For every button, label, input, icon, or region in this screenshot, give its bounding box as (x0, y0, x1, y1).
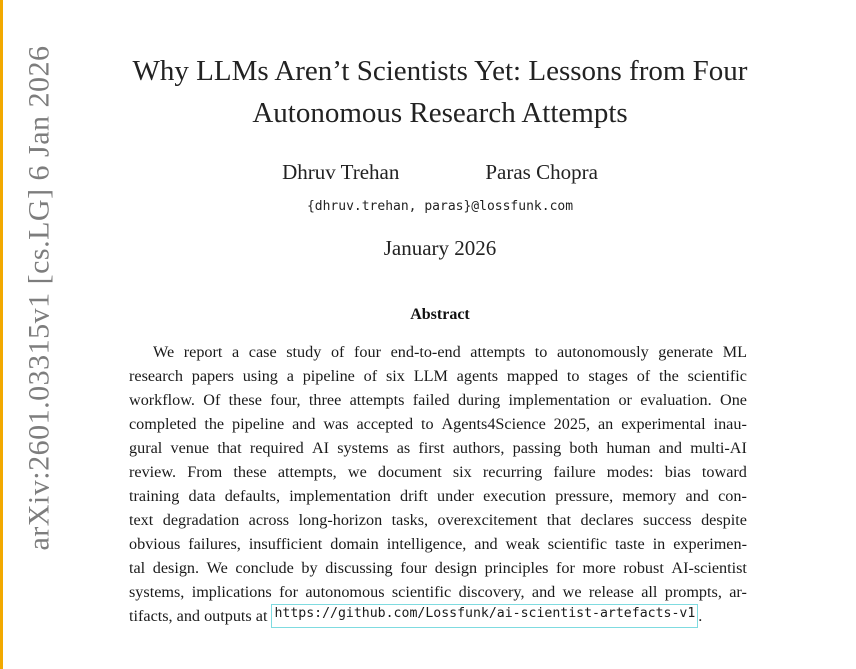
left-margin-rule (0, 0, 3, 669)
arxiv-identifier-stamp (14, 45, 66, 551)
abstract-word: of (330, 343, 345, 361)
abstract-word: prompts, (664, 583, 722, 601)
abstract-word: AI-scientist (671, 559, 747, 577)
abstract-body (129, 340, 747, 628)
abstract-final-period: . (698, 607, 703, 625)
abstract-word: One (720, 391, 747, 409)
arxiv-identifier-text: arXiv:2601.03315v1 [cs.LG] 6 Jan 2026 (23, 45, 56, 551)
abstract-word: drift (399, 487, 428, 505)
abstract-word: three (308, 391, 342, 409)
abstract-word: ar- (729, 583, 747, 601)
abstract-word: first (418, 439, 445, 457)
abstract-last-line (129, 604, 747, 628)
abstract-word: end-to-end (390, 343, 461, 361)
abstract-word: for (279, 583, 298, 601)
abstract-heading: Abstract (410, 306, 470, 323)
abstract-word: to (420, 415, 434, 433)
abstract-word: across (248, 511, 290, 529)
abstract-word: discovery, (458, 583, 525, 601)
abstract-word: degradation (162, 511, 240, 529)
abstract-word: obvious (129, 535, 181, 553)
abstract-word: AI (311, 439, 330, 457)
abstract-line (129, 460, 747, 484)
abstract-word: attempts (470, 343, 526, 361)
abstract-word: passing (512, 439, 562, 457)
abstract-word: intelligence, (386, 535, 467, 553)
abstract-word: overexcitement (437, 511, 538, 529)
abstract-word: implications (191, 583, 272, 601)
abstract-line (129, 340, 747, 364)
abstract-word: domain (330, 535, 379, 553)
abstract-word: systems, (129, 583, 185, 601)
abstract-word: was (323, 415, 349, 433)
abstract-word: autonomously (556, 343, 649, 361)
author-emails: {dhruv.trehan, paras}@lossfunk.com (306, 199, 574, 214)
abstract-word: principles (484, 559, 549, 577)
abstract-word: 2025, (553, 415, 591, 433)
abstract-word: declares (580, 511, 634, 529)
abstract-word: conclude (235, 559, 294, 577)
abstract-word: taste (615, 535, 645, 553)
abstract-line (129, 508, 747, 532)
abstract-word: con- (718, 487, 747, 505)
abstract-word: all (641, 583, 658, 601)
abstract-word: inau- (713, 415, 747, 433)
abstract-line (129, 412, 747, 436)
abstract-word: agents (456, 367, 499, 385)
abstract-word: these (228, 391, 262, 409)
abstract-word: evaluation. (640, 391, 712, 409)
abstract-word: tasks, (391, 511, 429, 529)
abstract-word: defaults, (224, 487, 280, 505)
abstract-word: Agents4Science (441, 415, 546, 433)
abstract-word: under (437, 487, 474, 505)
abstract-line (129, 388, 747, 412)
abstract-word: text (129, 511, 154, 529)
paper-title-line-1: Why LLMs Aren’t Scientists Yet: Lessons from Four (132, 55, 748, 87)
abstract-word: multi-AI (690, 439, 747, 457)
abstract-word: document (377, 463, 442, 481)
abstract-word: From (187, 463, 223, 481)
abstract-word: of (363, 367, 378, 385)
abstract-word: attempts (349, 391, 405, 409)
abstract-word: by (301, 559, 318, 577)
abstract-word: autonomous (305, 583, 385, 601)
abstract-line (129, 532, 747, 556)
abstract-word: tal (129, 559, 146, 577)
abstract-word: experimental (621, 415, 706, 433)
abstract-line (129, 364, 747, 388)
author-name: Paras Chopra (485, 160, 598, 184)
abstract-word: four (400, 559, 428, 577)
abstract-word: ML (722, 343, 747, 361)
abstract-word: using (242, 367, 278, 385)
abstract-word: implementation (508, 391, 611, 409)
abstract-word: workflow. (129, 391, 195, 409)
abstract-word: LLM (413, 367, 448, 385)
abstract-word: six (452, 463, 472, 481)
publication-date: January 2026 (383, 236, 497, 260)
abstract-word: and (474, 535, 498, 553)
abstract-word: human (606, 439, 651, 457)
abstract-word: and (531, 583, 556, 601)
abstract-word: data (188, 487, 216, 505)
abstract-last-line-text: tifacts, and outputs at (129, 607, 268, 625)
abstract-word: scientific (391, 583, 452, 601)
abstract-word: insufficient (248, 535, 323, 553)
abstract-word: four, (270, 391, 301, 409)
abstract-word: report (183, 343, 223, 361)
abstract-word: a (232, 343, 240, 361)
abstract-word: Of (203, 391, 221, 409)
abstract-word: experimen- (673, 535, 747, 553)
abstract-word: stages (588, 367, 628, 385)
abstract-word: implementation (289, 487, 391, 505)
abstract-word: that (217, 439, 242, 457)
abstract-word: to (566, 367, 580, 385)
abstract-word: an (598, 415, 614, 433)
abstract-word: four (354, 343, 381, 361)
abstract-word: We (153, 343, 175, 361)
abstract-word: modes: (606, 463, 654, 481)
abstract-word: the (204, 415, 225, 433)
abstract-word: mapped (506, 367, 559, 385)
abstract-word: pipeline (232, 415, 285, 433)
abstract-word: attempts, (277, 463, 337, 481)
paper-title-line-2: Autonomous Research Attempts (252, 97, 628, 129)
abstract-word: training (129, 487, 180, 505)
abstract-word: six (385, 367, 405, 385)
abstract-word: completed (129, 415, 197, 433)
abstract-word: and (658, 439, 682, 457)
abstract-word: study (286, 343, 322, 361)
abstract-word: long-horizon (298, 511, 383, 529)
abstract-word: execution (483, 487, 547, 505)
abstract-word: that (546, 511, 572, 529)
abstract-word: case (248, 343, 277, 361)
abstract-word: weak (505, 535, 540, 553)
abstract-word: venue (170, 439, 210, 457)
abstract-word: memory (622, 487, 677, 505)
abstract-word: failed (412, 391, 450, 409)
abstract-word: a (286, 367, 294, 385)
abstract-word: robust (623, 559, 664, 577)
abstract-word: generate (658, 343, 714, 361)
abstract-word: pipeline (302, 367, 355, 385)
abstract-word: research (129, 367, 183, 385)
abstract-word: or (618, 391, 632, 409)
abstract-word: as (396, 439, 411, 457)
abstract-line (129, 556, 747, 580)
abstract-word: scientific (687, 367, 747, 385)
abstract-word: and (685, 487, 709, 505)
abstract-word: pressure, (555, 487, 614, 505)
abstract-line (129, 580, 747, 604)
abstract-word: design. (152, 559, 200, 577)
abstract-word: gural (129, 439, 163, 457)
abstract-word: during (457, 391, 501, 409)
abstract-word: more (582, 559, 616, 577)
abstract-word: required (249, 439, 304, 457)
abstract-word: of (636, 367, 651, 385)
abstract-word: accepted (356, 415, 414, 433)
abstract-word: and (292, 415, 316, 433)
abstract-word: review. (129, 463, 177, 481)
abstract-line (129, 484, 747, 508)
abstract-word: papers (191, 367, 234, 385)
author-name: Dhruv Trehan (282, 160, 400, 184)
abstract-word: both (569, 439, 599, 457)
author-list (105, 160, 775, 185)
abstract-word: release (588, 583, 634, 601)
paper-title (105, 50, 775, 134)
abstract-word: despite (701, 511, 747, 529)
abstract-word: we (347, 463, 367, 481)
abstract-word: we (562, 583, 582, 601)
abstract-word: success (643, 511, 692, 529)
abstract-word: for (556, 559, 575, 577)
abstract-word: bias (664, 463, 691, 481)
abstract-word: the (658, 367, 679, 385)
abstract-word: failure (553, 463, 596, 481)
abstract-word: We (206, 559, 228, 577)
abstract-word: discussing (325, 559, 393, 577)
abstract-word: failures, (188, 535, 241, 553)
abstract-word: these (233, 463, 267, 481)
abstract-word: systems (337, 439, 389, 457)
abstract-word: to (534, 343, 548, 361)
abstract-word: toward (701, 463, 747, 481)
abstract-word: in (652, 535, 666, 553)
abstract-word: recurring (482, 463, 543, 481)
abstract-word: scientific (547, 535, 608, 553)
abstract-word: authors, (452, 439, 505, 457)
abstract-line (129, 436, 747, 460)
abstract-word: design (434, 559, 478, 577)
artifacts-repo-link[interactable]: https://github.com/Lossfunk/ai-scientist-artefacts-v1 (271, 604, 698, 628)
